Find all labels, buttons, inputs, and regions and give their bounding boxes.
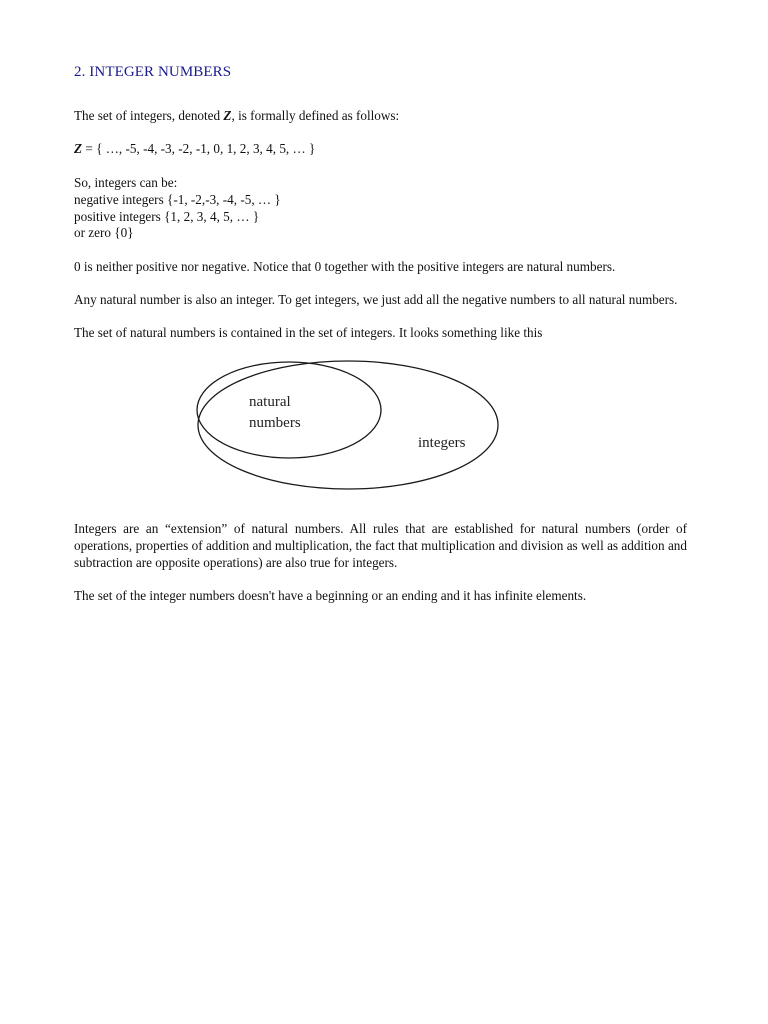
- types-negative: negative integers {-1, -2,-3, -4, -5, … }: [74, 191, 281, 207]
- paragraph-zero: 0 is neither positive nor negative. Notice that 0 together with the positive integers are natural numbers.: [74, 259, 616, 274]
- intro-symbol: Z: [223, 108, 232, 123]
- definition-symbol: Z: [74, 141, 83, 156]
- types-zero: or zero {0}: [74, 225, 134, 241]
- definition-set: = { …, -5, -4, -3, -2, -1, 0, 1, 2, 3, 4, 5, … }: [82, 141, 316, 156]
- paragraph-contained: The set of natural numbers is contained in the set of integers. It looks something like this: [74, 325, 543, 340]
- section-heading: 2. INTEGER NUMBERS: [74, 64, 232, 80]
- integers-label: integers: [418, 435, 466, 451]
- paragraph-natural: Any natural number is also an integer. To get integers, we just add all the negative numbers to all natural numbers.: [74, 292, 678, 307]
- paragraph-extension: Integers are an “extension” of natural numbers. All rules that are established for natural numbers (order of operations, properties of addition and multiplication, the fact that multiplication and division as well as addition and subtraction are opposite operations) are also true for integers.: [74, 521, 687, 570]
- integer-types-list: [74, 175, 687, 242]
- definition-line: [74, 141, 687, 158]
- intro-after: , is formally defined as follows:: [231, 108, 400, 123]
- venn-diagram: [192, 359, 504, 495]
- natural-label-line1: natural: [249, 394, 291, 410]
- natural-label-line2: numbers: [249, 415, 301, 431]
- integers-ellipse: [198, 361, 498, 489]
- intro-paragraph: [74, 108, 687, 125]
- paragraph-infinite: The set of the integer numbers doesn't have a beginning or an ending and it has infinite elements.: [74, 588, 587, 603]
- types-lead: So, integers can be:: [74, 175, 178, 190]
- natural-numbers-ellipse: [197, 362, 381, 458]
- types-positive: positive integers {1, 2, 3, 4, 5, … }: [74, 208, 260, 224]
- intro-before: The set of integers, denoted: [74, 108, 224, 123]
